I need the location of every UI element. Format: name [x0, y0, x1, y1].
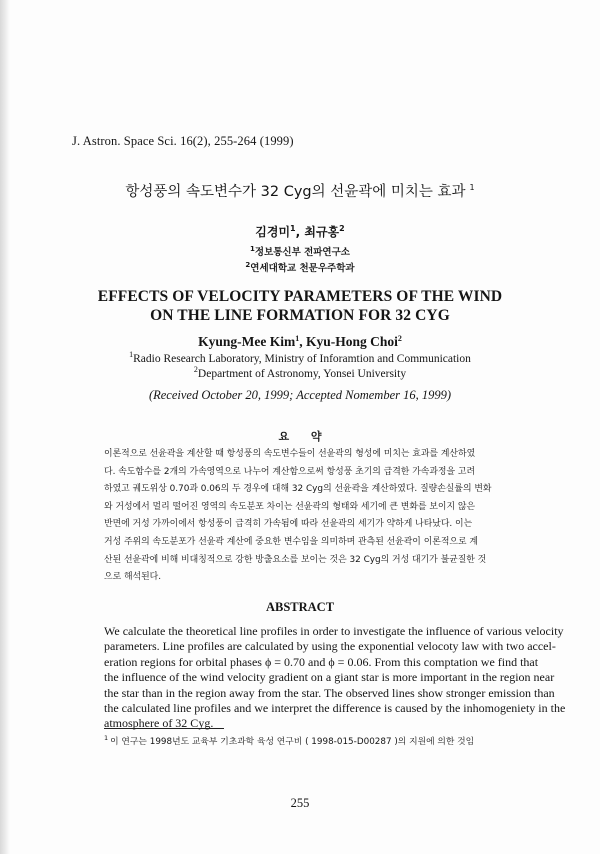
korean-author-mark: 1 — [290, 224, 296, 233]
english-abstract-line: parameters. Line profiles are calculated by using the exponential velocoty law with two accel- — [104, 639, 556, 654]
english-author-name: Kyung-Mee Kim — [198, 334, 296, 349]
korean-abstract-line: 와 거성에서 멀리 떨어진 영역의 속도분포 차이는 선윤곽의 형태와 세기에 큰 변화를 보이지 않은 — [104, 501, 476, 512]
english-affiliation — [0, 365, 600, 380]
korean-affiliation-mark: 2 — [245, 261, 251, 269]
korean-abstract-heading: 요 약 — [278, 430, 322, 443]
footnote-divider — [104, 728, 224, 729]
funding-footnote — [104, 734, 474, 747]
korean-abstract-body — [104, 446, 514, 587]
korean-author-name: 김경미 — [255, 225, 291, 239]
korean-abstract-line: 거성 주위의 속도분포가 선윤곽 계산에 중요한 변수임을 의미하며 관측된 선윤곽이 이론적으로 계 — [104, 536, 478, 547]
korean-abstract-line: 으로 해석된다. — [104, 572, 162, 583]
korean-title-footnote-mark: 1 — [469, 183, 475, 192]
korean-affiliation — [0, 244, 600, 258]
english-abstract-line: the star than in the region away from the star. The observed lines show stronger emission than — [104, 685, 555, 700]
korean-abstract-line: 반면에 거성 가까이에서 항성풍이 급격히 가속됨에 따라 선윤곽의 세기가 약하게 나타났다. 이는 — [104, 519, 473, 530]
korean-affiliation-mark: 1 — [250, 245, 255, 253]
footnote-mark: 1 — [104, 734, 109, 742]
english-affiliation-mark: 2 — [193, 365, 198, 374]
english-title-line: EFFECTS OF VELOCITY PARAMETERS OF THE WIND — [97, 288, 503, 305]
korean-abstract-line: 산된 선윤곽에 비해 비대칭적으로 강한 방출요소를 보이는 것은 32 Cyg의 거성 대기가 불균질한 것 — [104, 554, 487, 565]
english-affiliation — [0, 350, 600, 365]
korean-title-text: 항성풍의 속도변수가 32 Cyg의 선윤곽에 미치는 효과 — [125, 184, 466, 200]
author-separator: , — [299, 334, 306, 349]
english-title-line: ON THE LINE FORMATION FOR 32 CYG — [150, 307, 450, 324]
english-author-mark: 1 — [295, 334, 300, 343]
english-abstract-heading: ABSTRACT — [265, 600, 335, 614]
received-dates: (Received October 20, 1999; Accepted Nomember 16, 1999) — [148, 388, 452, 402]
korean-author-name: 최규홍 — [304, 225, 340, 239]
korean-title — [0, 180, 600, 201]
korean-abstract-line: 다. 속도함수를 2개의 가속영역으로 나누어 계산함으로써 항성풍 초기의 급격한 가속과정을 고려 — [104, 466, 476, 477]
english-author-mark: 2 — [397, 334, 402, 343]
footnote-text: 이 연구는 1998년도 교육부 기초과학 육성 연구비 ( 1998-015-D00287 )의 지원에 의한 것임 — [110, 737, 475, 747]
journal-reference: J. Astron. Space Sci. 16(2), 255-264 (1999) — [72, 134, 294, 148]
english-abstract-line: eration regions for orbital phases ϕ = 0.70 and ϕ = 0.06. From this comptation we find that — [104, 654, 539, 669]
korean-affiliation — [0, 260, 600, 274]
english-abstract-line: We calculate the theoretical line profiles in order to investigate the influence of various velocity — [104, 624, 564, 638]
korean-abstract-line: 이론적으로 선윤곽을 계산할 때 항성풍의 속도변수들이 선윤곽의 형성에 미치는 효과를 계산하였 — [104, 449, 476, 459]
author-separator: , — [295, 225, 305, 239]
english-affiliation-text: Radio Research Laboratory, Ministry of Inforamtion and Communication — [133, 353, 471, 365]
korean-authors — [0, 223, 600, 240]
english-affiliation-mark: 1 — [129, 350, 134, 359]
english-abstract-line: atmosphere of 32 Cyg. — [104, 716, 214, 731]
korean-affiliation-text: 정보통신부 전파연구소 — [254, 247, 350, 258]
page-number: 255 — [290, 796, 310, 810]
english-author-name: Kyu-Hong Choi — [305, 334, 398, 349]
scan-edge-shadow — [0, 0, 10, 854]
korean-affiliation-text: 연세대학교 천문우주학과 — [250, 263, 355, 274]
english-abstract-body — [104, 624, 566, 732]
english-authors — [0, 334, 600, 350]
english-affiliation-text: Department of Astronomy, Yonsei University — [197, 368, 407, 380]
korean-author-mark: 2 — [339, 224, 345, 233]
english-abstract-line: the influence of the wind velocity gradient on a giant star is more important in the region near — [104, 670, 555, 685]
korean-abstract-line: 하였고 궤도위상 0.70과 0.06의 두 경우에 대해 32 Cyg의 선윤곽을 계산하였다. 질량손실률의 변화 — [104, 484, 492, 495]
english-abstract-line: the calculated line profiles and we interpret the difference is caused by the inhomogeniety in the — [104, 701, 566, 716]
